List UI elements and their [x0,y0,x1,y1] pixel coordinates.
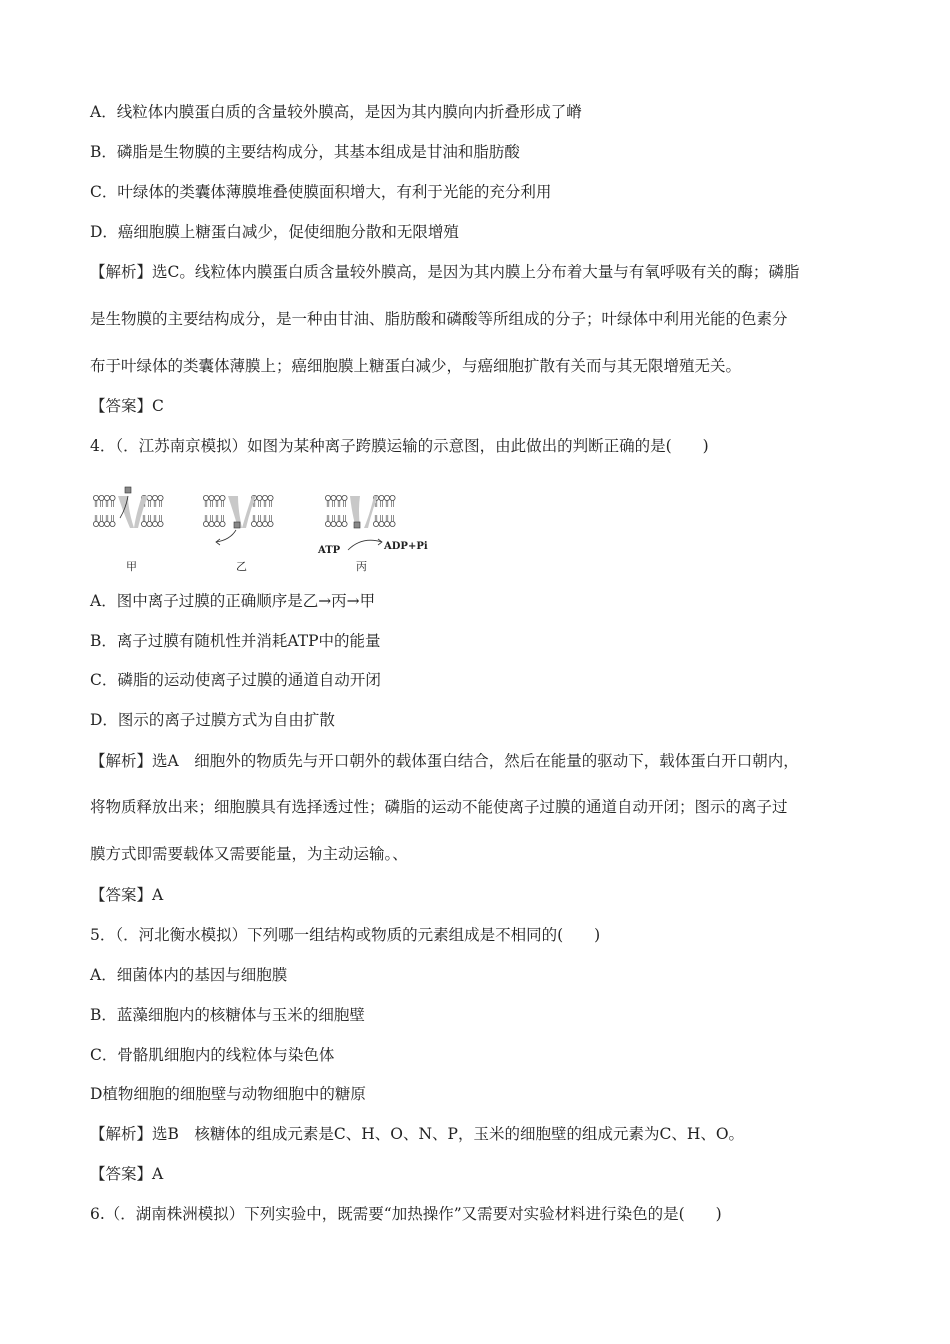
q6-stem: 6.（．湖南株洲模拟）下列实验中，既需要“加热操作”又需要对实验材料进行染色的是( ) [90,1205,722,1223]
q4-option-c: C．磷脂的运动使离子过膜的通道自动开闭 [90,671,381,689]
q3-analysis-line2: 是生物膜的主要结构成分，是一种由甘油、脂肪酸和磷酸等所组成的分子；叶绿体中利用光能的色素分 [90,310,788,328]
panel-jia [93,487,163,528]
label-bing: 丙 [356,560,367,573]
label-adp: ADP+Pi [384,541,428,552]
q3-option-c: C．叶绿体的类囊体薄膜堆叠使膜面积增大，有利于光能的充分利用 [90,183,552,201]
q5-answer: 【答案】A [90,1165,164,1183]
q3-option-d: D．癌细胞膜上糖蛋白减少，促使细胞分散和无限增殖 [90,223,459,241]
q3-option-b: B．磷脂是生物膜的主要结构成分，其基本组成是甘油和脂肪酸 [90,143,520,161]
q5-stem: 5．（．河北衡水模拟）下列哪一组结构或物质的元素组成是不相同的( ) [90,926,601,944]
q5-option-a: A．细菌体内的基因与细胞膜 [90,966,288,984]
q3-answer: 【答案】C [90,397,164,415]
q4-analysis-line1: 【解析】选A 细胞外的物质先与开口朝外的载体蛋白结合，然后在能量的驱动下，载体蛋白开口朝内， [90,752,799,770]
q4-analysis-line2: 将物质释放出来；细胞膜具有选择透过性；磷脂的运动不能使离子过膜的通道自动开闭；图示的离子过 [90,798,788,816]
q4-option-b: B．离子过膜有随机性并消耗ATP中的能量 [90,632,381,650]
q5-option-d: D植物细胞的细胞壁与动物细胞中的糖原 [90,1085,366,1103]
label-yi: 乙 [236,560,247,573]
q4-stem: 4．（．江苏南京模拟）如图为某种离子跨膜运输的示意图，由此做出的判断正确的是( ) [90,437,709,455]
q4-analysis-line3: 膜方式即需要载体又需要能量，为主动运输。、 [90,845,408,863]
q5-option-c: C．骨骼肌细胞内的线粒体与染色体 [90,1046,335,1064]
q3-analysis-line1: 【解析】选C。线粒体内膜蛋白质含量较外膜高，是因为其内膜上分布着大量与有氧呼吸有关的酶；磷脂 [90,263,800,281]
label-jia: 甲 [126,560,137,573]
q3-analysis-line3: 布于叶绿体的类囊体薄膜上；癌细胞膜上糖蛋白减少，与癌细胞扩散有关而与其无限增殖无关。 [90,357,742,375]
q4-option-a: A．图中离子过膜的正确顺序是乙→丙→甲 [90,592,376,610]
q5-analysis-line1: 【解析】选B 核糖体的组成元素是C、H、O、N、P，玉米的细胞壁的组成元素为C、H、O。 [90,1125,745,1143]
q3-option-a: A．线粒体内膜蛋白质的含量较外膜高，是因为其内膜向内折叠形成了嵴 [90,103,582,121]
panel-yi [203,495,273,545]
label-atp: ATP [318,545,341,556]
q5-option-b: B．蓝藻细胞内的核糖体与玉米的细胞壁 [90,1006,365,1024]
q4-answer: 【答案】A [90,886,164,904]
q4-option-d: D．图示的离子过膜方式为自由扩散 [90,711,335,729]
membrane-transport-figure [90,484,430,576]
